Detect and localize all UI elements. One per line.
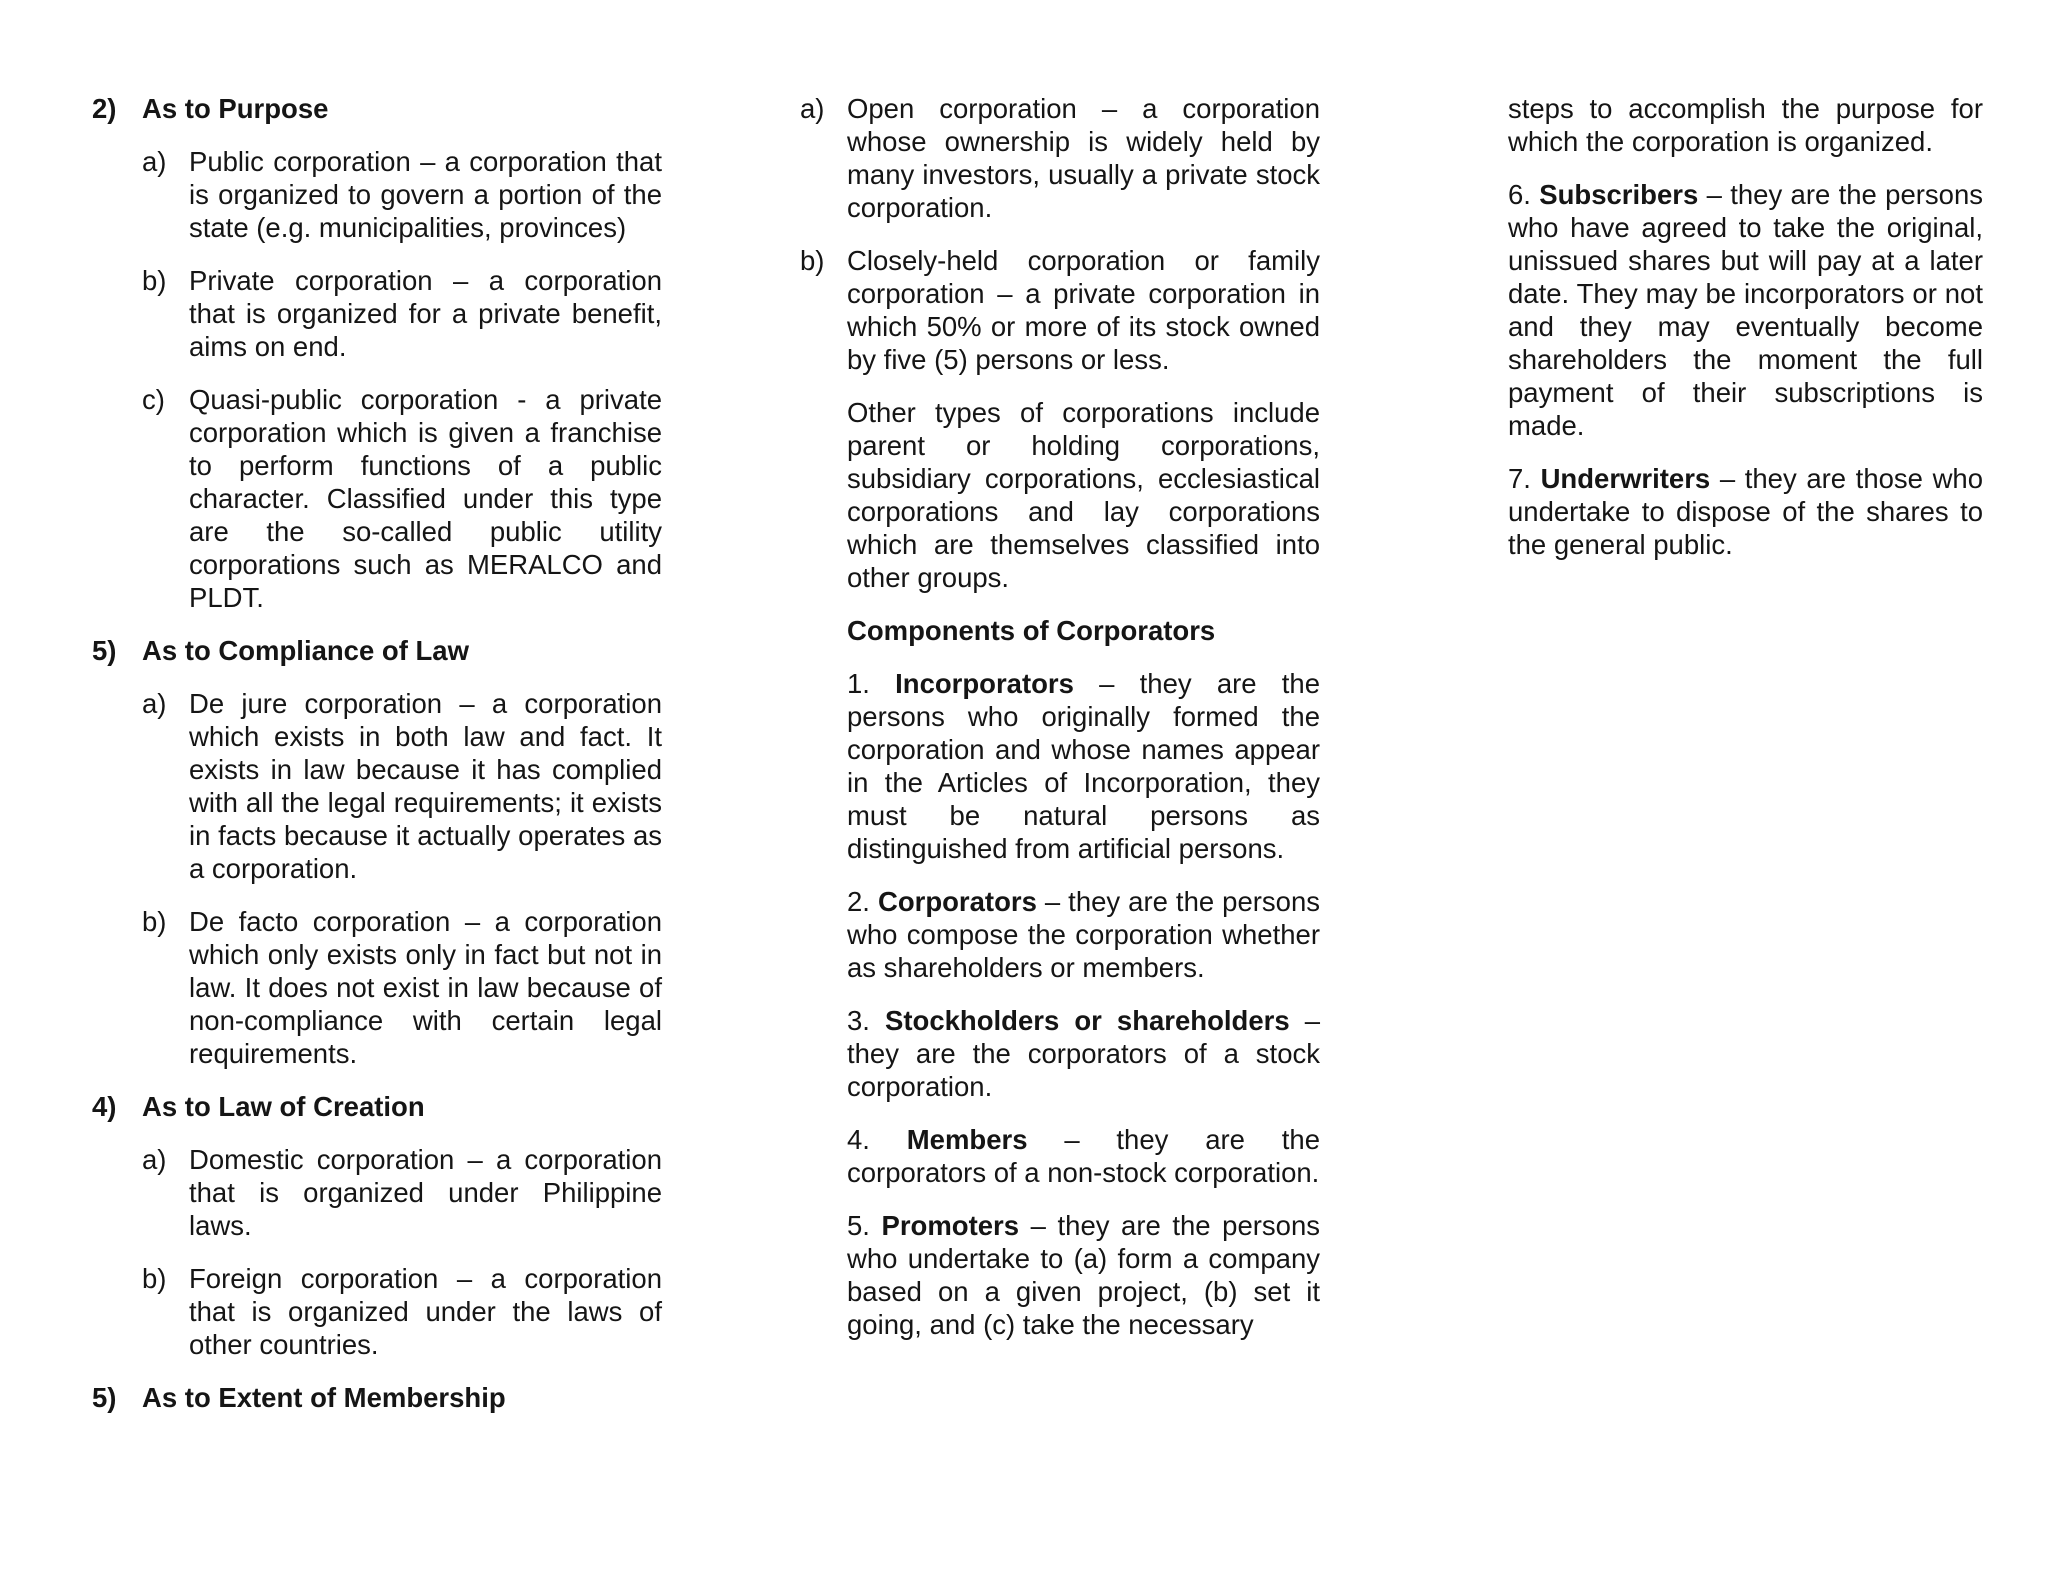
section-number: 2): [92, 93, 117, 124]
component-text: – they are the persons who compose the corporation whether as shareholders or members.: [847, 886, 1320, 983]
column-3: [1508, 92, 1983, 581]
item-text: Quasi-public corporation - a private corporation which is given a franchise to perform functions of a public character. Classified under this type are the so-called public utility corporations such as MERALCO and PLDT.: [189, 384, 662, 613]
item-marker: a): [142, 1144, 167, 1175]
component-term: Incorporators: [895, 668, 1074, 699]
item-marker: b): [800, 245, 825, 276]
list-item: [142, 905, 662, 1070]
list-item: [142, 145, 662, 244]
list-item: [142, 1262, 662, 1361]
section-title: As to Extent of Membership: [142, 1382, 506, 1413]
list-item: [800, 244, 1320, 376]
component-term: Corporators: [877, 886, 1037, 917]
list-item: [142, 264, 662, 363]
section-number: 4): [92, 1091, 117, 1122]
item-text: De facto corporation – a corporation which only exists only in fact but not in law. It does not exist in law because of non-compliance with certain legal requirements.: [189, 906, 662, 1069]
item-text: Foreign corporation – a corporation that is organized under the laws of other countries.: [189, 1263, 662, 1360]
component-text: – they are the persons who undertake to (a) form a company based on a given project, (b) set it going, and (c) take the necessary: [847, 1210, 1321, 1340]
component-text: – they are the persons who have agreed to take the original, unissued shares but will pay at a later date. They may be incorporators or not and they may eventually become shareholders the moment the full payment of their subscriptions is made.: [1508, 179, 1984, 441]
list-item: [142, 687, 662, 885]
list-item: [142, 1143, 662, 1242]
component-item: [1508, 178, 1983, 442]
item-text: Domestic corporation – a corporation that is organized under Philippine laws.: [189, 1144, 662, 1241]
component-item: [847, 667, 1320, 865]
section-as-to-purpose: [92, 92, 662, 614]
component-item: [1508, 462, 1983, 561]
continuation-paragraph: steps to accomplish the purpose for which the corporation is organized.: [1508, 93, 1983, 157]
section-title: As to Compliance of Law: [142, 635, 469, 666]
component-text: – they are the persons who originally formed the corporation and whose names appear in the Articles of Incorporation, they must be natural persons as distinguished from artificial persons.: [847, 668, 1321, 864]
component-text: – they are those who undertake to dispose of the shares to the general public.: [1508, 463, 1984, 560]
component-term: Stockholders or shareholders: [885, 1005, 1290, 1036]
section-number: 5): [92, 1382, 117, 1413]
item-text: Open corporation – a corporation whose ownership is widely held by many investors, usually a private stock corporation.: [847, 93, 1320, 223]
component-term: Underwriters: [1540, 463, 1711, 494]
other-types-paragraph: Other types of corporations include parent or holding corporations, subsidiary corporations, ecclesiastical corporations and lay corporations which are themselves classified into other groups.: [847, 397, 1320, 593]
list-item: [800, 92, 1320, 224]
section-heading: [92, 92, 662, 125]
column-2: [800, 92, 1320, 1361]
component-number: 7.: [1508, 463, 1531, 494]
components-heading: Components of Corporators: [847, 615, 1216, 646]
section-law-of-creation: [92, 1090, 662, 1361]
component-term: Subscribers: [1539, 179, 1699, 210]
item-marker: a): [142, 688, 167, 719]
component-item: [847, 885, 1320, 984]
component-number: 3.: [847, 1005, 870, 1036]
item-text: Closely-held corporation or family corporation – a private corporation in which 50% or more of its stock owned by five (5) persons or less.: [847, 245, 1320, 375]
section-title: As to Law of Creation: [142, 1091, 425, 1122]
component-term: Members: [906, 1124, 1028, 1155]
component-text: – they are the corporators of a non-stock corporation.: [847, 1124, 1320, 1188]
component-text: – they are the corporators of a stock corporation.: [847, 1005, 1321, 1102]
item-marker: b): [142, 1263, 167, 1294]
component-number: 2.: [847, 886, 870, 917]
section-heading: [92, 1090, 662, 1123]
component-term: Promoters: [881, 1210, 1020, 1241]
component-number: 6.: [1508, 179, 1531, 210]
section-number: 5): [92, 635, 117, 666]
section-extent-of-membership: [92, 1381, 662, 1414]
column-1: [92, 92, 662, 1434]
item-marker: b): [142, 265, 167, 296]
component-number: 4.: [847, 1124, 870, 1155]
component-number: 5.: [847, 1210, 870, 1241]
item-marker: c): [142, 384, 165, 415]
item-marker: a): [142, 146, 167, 177]
item-text: Public corporation – a corporation that is organized to govern a portion of the state (e.g. municipalities, provinces): [189, 146, 662, 243]
section-heading: [92, 634, 662, 667]
item-marker: b): [142, 906, 167, 937]
item-text: Private corporation – a corporation that is organized for a private benefit, aims on end.: [189, 265, 662, 362]
section-compliance-of-law: [92, 634, 662, 1070]
section-heading: [92, 1381, 662, 1414]
component-item: [847, 1004, 1320, 1103]
section-title: As to Purpose: [142, 93, 329, 124]
list-item: [142, 383, 662, 614]
component-item: [847, 1123, 1320, 1189]
item-marker: a): [800, 93, 825, 124]
item-text: De jure corporation – a corporation which exists in both law and fact. It exists in law because it has complied with all the legal requirements; it exists in facts because it actually operates as a corporation.: [189, 688, 662, 884]
component-item: [847, 1209, 1320, 1341]
component-number: 1.: [847, 668, 870, 699]
